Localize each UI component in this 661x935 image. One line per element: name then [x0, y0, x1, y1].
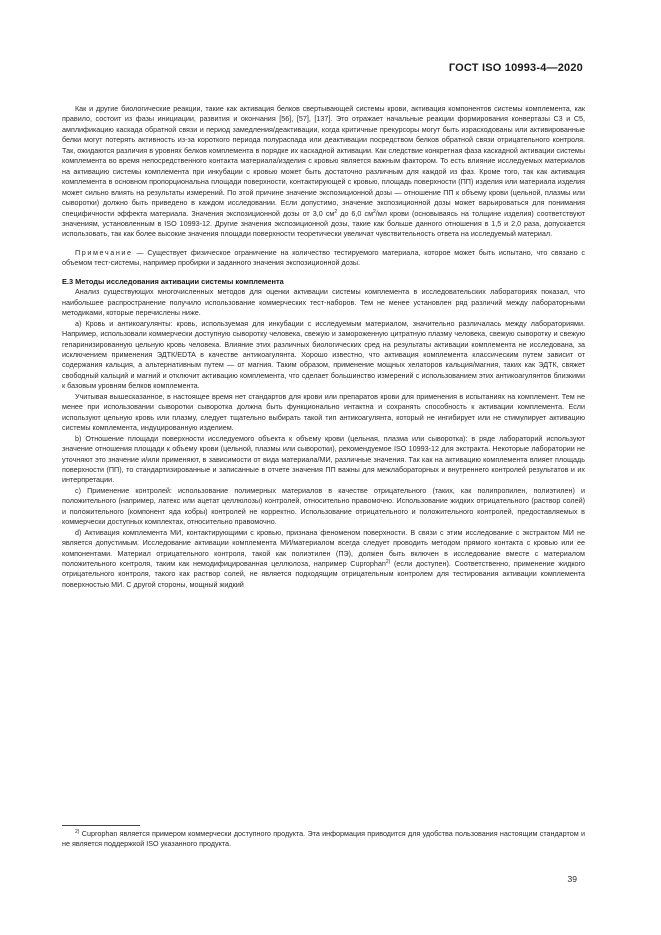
page-number: 39: [567, 874, 577, 884]
paragraph-methods-overview: Анализ существующих многочисленных методов для оценки активации системы комплемента в исследовательских лабораториях показал, что наибольшее распространение получило использование коммерческих тест-наборов. Тем не менее установлен ряд различий между лабораторными методиками, которые перечислены ниже.: [62, 287, 585, 318]
paragraph-blood-standards: Учитывая вышесказанное, в настоящее время нет стандартов для крови или препаратов крови для применения в испытаниях на комплемент. Тем не менее при использовании сыворотки сыворотка должна быть функционально интактна и сохранять способность к активации комплемента. Если используют цельную кровь или плазму, следует тщательно выбирать такой тип антикоагулянта, который не ингибирует или не стимулирует активацию системы комплемента, индуцированную изделием.: [62, 391, 585, 433]
list-item-b: b) Отношение площади поверхности исследуемого объекта к объему крови (цельная, плазма или сыворотка): в ряде лабораторий используют значение отношения площади к объему крови (цельной, плазмы или сыворотки), рекомендуемое ISO 10993-12 для экстракта. Некоторые лаборатории не уточняют это значение и/или применяют, в зависимости от вида материала/МИ, различные значения. Так как на активацию комплемента влияет площадь поверхности (ПП), то стандартизированные и записанные в отчете значения ПП важны для межлабораторных и внутреннего контролей результатов и их интерпретации.: [62, 433, 585, 485]
list-item-c: c) Применение контролей: использование полимерных материалов в качестве отрицательного (таких, как полипропилен, полиэтилен) и положительного (например, латекс или ацетат целлюлозы) контролей, относительно правомочно. Использование жидких отрицательного (раствор солей) и положительного (компонент яда кобры) контролей не корректно. Использование отрицательного и положительного контролей, предоставляемых в коммерчески доступных комплектах, относительно правомочно.: [62, 485, 585, 527]
list-item-a: a) Кровь и антикоагулянты: кровь, используемая для инкубации с исследуемым материалом, значительно различалась между лабораториями. Например, использовали коммерчески доступную сыворотку человека, свежую и замороженную цитратную плазму человека, свежую сыворотку и свежую гепаринизированную цельную кровь человека. Влияние этих различных биологических сред на результаты активации комплемента не исследована, за исключением применения ЭДТК/EDTA в качестве антикоагулянта. Хорошо известно, что активация комплемента классическим путем зависит от содержания кальция, а альтернативным путем — от магния. Таким образом, применение мощных хелаторов кальция/магния, таких как ЭДТК, свяжет свободный кальций и магний и отключит активацию комплемента, что сделает большинство измерений с использованием этих антикоагулянтов близкими к базовым уровням белков комплемента.: [62, 318, 585, 391]
footnote-divider: [62, 825, 140, 826]
standard-header: ГОСТ ISO 10993-4—2020: [448, 62, 583, 74]
footnote-text: Cuprophan является примером коммерчески доступного продукта. Эта информация приводится для удобства пользования настоящим стандартом и не является поддержкой ISO указанного продукта.: [62, 829, 585, 849]
paragraph-complement-phases: Как и другие биологические реакции, такие как активация белков свертывающей системы крови, активация компонентов системы комплемента, как правило, состоит из фазы инициации, развития и окончания [56], [57], [137]. Это отражает начальные реакции формирования конвертазы С3 и С5, амплификацию каскада обратной связи и период замедления/деактивации, когда критичные прекурсоры могут быть израсходованы или активированные белки могут потерять активность из-за короткого периода полураспада или деактивации посредством белков обратной связи отрицательного контроля. Так, ожидаются различия в уровнях белков комплемента в порядке их каскадной активации. Как следствие конкретная фаза каскадной активации системы комплемента во время непосредственного контакта материала/изделия с кровью является важным фактором. То есть влияние исследуемых материалов на активацию системы комплемента при инкубации с кровью может быть достаточно различным для каждой из фаз. Кроме того, так как активация комплемента в основном пропорциональна площади поверхности, контактирующей с кровью, площадь поверхности (ПП) изделия или материала изделия может сильно влиять на результаты измерений. По этой причине значение экспозиционной дозы — отношение ПП к объему крови (цельной, плазмы или сыворотки) должно быть приведено в каждом исследовании. Если допустимо, значение экспозиционной дозы может варьироваться для понимания специфичности эффекта материала. Значения экспозиционной дозы от 3,0 $см^2$ до 6,0 $см^2/мл$ крови (основываясь на толщине изделия) соответствуют значениям, установленным в ISO 10993-12. Другие значения экспозиционной дозы, такие как больше данного отношения в 1,5 и 2,0 раза, допускается использовать, так как более высокие значения площади поверхности теоретически увеличат чувствительность ответа на исследуемый материал.: [62, 104, 585, 239]
note: Примечание — Существует физическое ограничение на количество тестируемого материала, которое может быть испытано, что связано с объемом тест-системы, например пробирки и заданного значения экспозиционной дозы.: [62, 247, 585, 268]
document-body: [62, 104, 585, 590]
list-item-d: d) Активация комплемента МИ, контактирующими с кровью, признана феноменом поверхности. В связи с этим исследование с экстрактом МИ не является допустимым. Исследование активации комплемента МИ/материалом всегда следует проводить методом прямого контакта с кровью или ее компонентами. Материал отрицательного контроля, такой как полиэтилен (ПЭ), должен быть включен в исследование вместе с материалом положительного контроля, таким как немодифицированная целлюлоза, например Cuprophan$^{2)}$ (если доступен). Соответственно, применение жидкого отрицательного контроля, такого как раствор солей, не является подходящим отрицательным контролем для тестирования активации комплемента поверхностью МИ. С другой стороны, мощный жидкий: [62, 527, 586, 589]
footnote: [62, 829, 585, 850]
footnote-mark: 2): [75, 829, 80, 835]
note-label: Примечание: [75, 247, 133, 257]
section-heading: Е.3 Методы исследования активации системы комплемента: [62, 276, 284, 286]
